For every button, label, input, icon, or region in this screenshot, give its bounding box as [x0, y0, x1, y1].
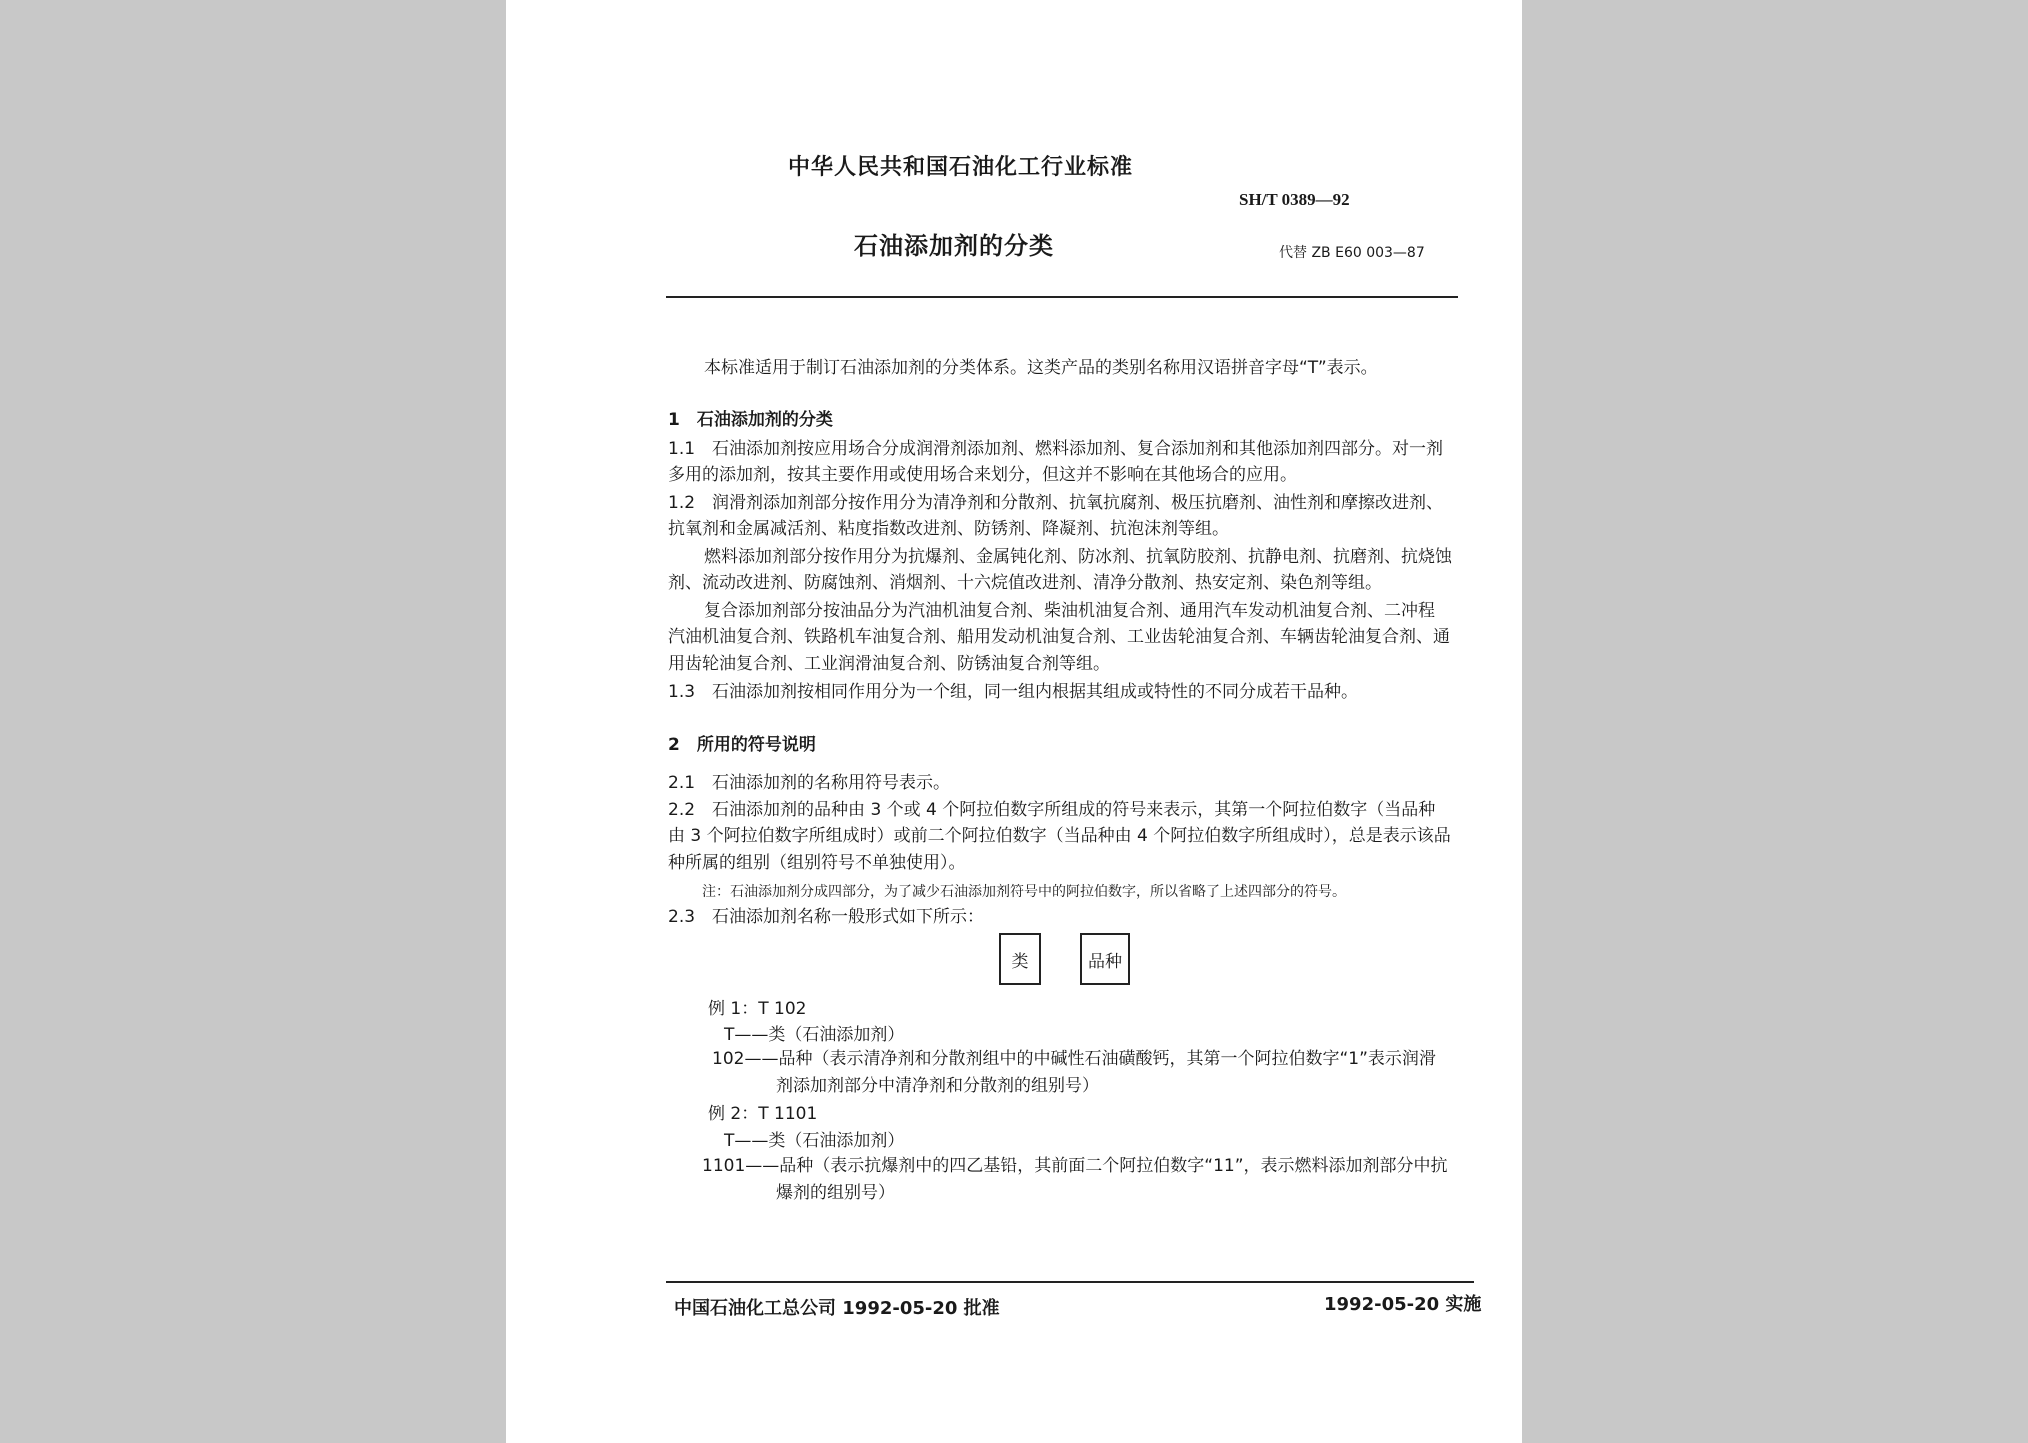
intro-paragraph: 本标准适用于制订石油添加剂的分类体系。这类产品的类别名称用汉语拼音字母“T”表示。 — [704, 358, 1378, 378]
fuel-additives-line1: 燃料添加剂部分按作用分为抗爆剂、金属钝化剂、防冰剂、抗氧防胶剂、抗静电剂、抗磨剂、抗烧蚀 — [704, 547, 1452, 567]
example-1-variety-line1: 102——品种（表示清净剂和分散剂组中的中碱性石油磺酸钙，其第一个阿拉伯数字“1”表示润滑 — [712, 1049, 1436, 1069]
example-1-variety-line2: 剂添加剂部分中清净剂和分散剂的组别号） — [776, 1076, 1099, 1096]
variety-box: 品种 — [1080, 933, 1130, 985]
section-1-heading: 1 石油添加剂的分类 — [668, 410, 833, 430]
document-page — [506, 0, 1522, 1443]
clause-2-2-line3: 种所属的组别（组别符号不单独使用）。 — [668, 853, 966, 873]
approval-statement: 中国石油化工总公司 1992-05-20 批准 — [674, 1298, 1000, 1319]
clause-1-2-line2: 抗氧剂和金属减活剂、粘度指数改进剂、防锈剂、降凝剂、抗泡沫剂等组。 — [668, 519, 1229, 539]
example-2-variety-line2: 爆剂的组别号） — [776, 1183, 895, 1203]
clause-1-3: 1.3 石油添加剂按相同作用分为一个组，同一组内根据其组成或特性的不同分成若干品种。 — [668, 682, 1359, 702]
compound-additives-line3: 用齿轮油复合剂、工业润滑油复合剂、防锈油复合剂等组。 — [668, 654, 1110, 674]
clause-2-2-line1: 2.2 石油添加剂的品种由 3 个或 4 个阿拉伯数字所组成的符号来表示，其第一个阿拉伯数字（当品种 — [668, 800, 1436, 820]
replaces-standard: 代替 ZB E60 003—87 — [1279, 245, 1425, 261]
effective-date: 1992-05-20 实施 — [1324, 1294, 1482, 1315]
example-1-class: T——类（石油添加剂） — [724, 1025, 905, 1045]
example-1-title: 例 1：T 102 — [708, 999, 807, 1019]
clause-2-1: 2.1 石油添加剂的名称用符号表示。 — [668, 773, 951, 793]
clause-2-3: 2.3 石油添加剂名称一般形式如下所示： — [668, 907, 985, 927]
fuel-additives-line2: 剂、流动改进剂、防腐蚀剂、消烟剂、十六烷值改进剂、清净分散剂、热安定剂、染色剂等组。 — [668, 573, 1382, 593]
compound-additives-line2: 汽油机油复合剂、铁路机车油复合剂、船用发动机油复合剂、工业齿轮油复合剂、车辆齿轮油复合剂、通 — [668, 627, 1450, 647]
clause-1-1-line1: 1.1 石油添加剂按应用场合分成润滑剂添加剂、燃料添加剂、复合添加剂和其他添加剂四部分。对一剂 — [668, 439, 1444, 459]
section-2-heading: 2 所用的符号说明 — [668, 735, 816, 755]
clause-2-2-line2: 由 3 个阿拉伯数字所组成时）或前二个阿拉伯数字（当品种由 4 个阿拉伯数字所组成时），总是表示该品 — [668, 826, 1451, 846]
header-divider — [666, 296, 1458, 298]
standard-category-title: 中华人民共和国石油化工行业标准 — [788, 155, 1134, 180]
example-2-title: 例 2：T 1101 — [708, 1104, 818, 1124]
compound-additives-line1: 复合添加剂部分按油品分为汽油机油复合剂、柴油机油复合剂、通用汽车发动机油复合剂、二冲程 — [704, 601, 1435, 621]
clause-2-2-note: 注：石油添加剂分成四部分，为了减少石油添加剂符号中的阿拉伯数字，所以省略了上述四部分的符号。 — [702, 884, 1346, 900]
document-title: 石油添加剂的分类 — [854, 232, 1054, 260]
example-2-class: T——类（石油添加剂） — [724, 1131, 905, 1151]
clause-1-1-line2: 多用的添加剂，按其主要作用或使用场合来划分，但这并不影响在其他场合的应用。 — [668, 465, 1297, 485]
footer-divider — [666, 1281, 1474, 1283]
example-2-variety-line1: 1101——品种（表示抗爆剂中的四乙基铅，其前面二个阿拉伯数字“11”，表示燃料添加剂部分中抗 — [702, 1156, 1448, 1176]
class-box: 类 — [999, 933, 1041, 985]
clause-1-2-line1: 1.2 润滑剂添加剂部分按作用分为清净剂和分散剂、抗氧抗腐剂、极压抗磨剂、油性剂和摩擦改进剂、 — [668, 493, 1444, 513]
standard-number: SH/T 0389—92 — [1239, 190, 1350, 209]
